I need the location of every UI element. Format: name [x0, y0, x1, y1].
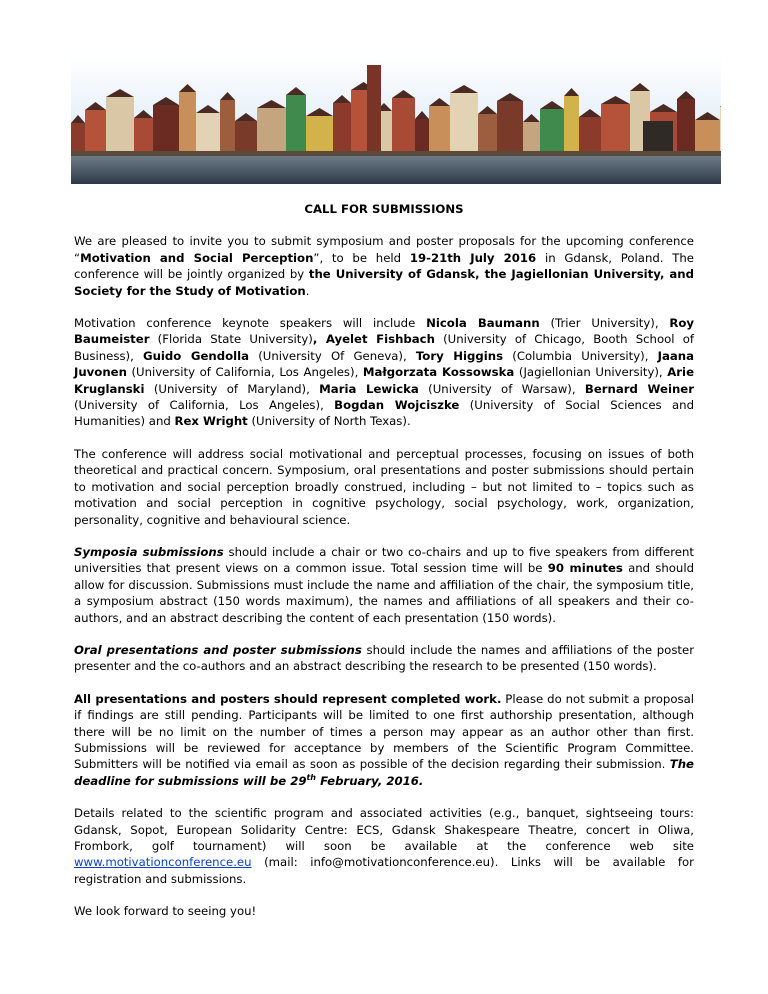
intro-text: .	[305, 283, 310, 298]
speaker-affiliation: (University of Chicago, Booth School of Business),	[74, 332, 694, 363]
details-text: Details related to the scientific program and associated activities (e.g., banquet, sightseeing tours: Gdansk, Sopot, European Solidarity Centre: ECS, Gdansk Shakespeare Theatre, concert in Oliwa, Frombork, golf tournament) will soon be available at the conference web site	[74, 806, 694, 853]
speaker-affiliation: (Florida State University)	[149, 332, 313, 347]
speakers-lead: Motivation conference keynote speakers will include	[74, 316, 427, 331]
speaker-name: Arie Kruglanski	[74, 365, 694, 396]
session-duration: 90 minutes	[547, 561, 623, 576]
conference-name: Motivation and Social Perception	[80, 250, 314, 265]
banner-image	[71, 55, 721, 184]
speaker-name: Nicola Baumann	[426, 316, 540, 331]
details-paragraph	[74, 805, 694, 887]
speaker-affiliation: (University of Warsaw),	[418, 381, 585, 396]
speaker-affiliation: (University of California, Los Angeles),	[74, 398, 335, 413]
symposia-text: and should allow for discussion. Submissions must include the name and affiliation of the chair, the symposium title, a symposium abstract (150 words maximum), the names and affiliations of all speakers and their co-authors, and an abstract describing the content of each presentation (150 words).	[74, 561, 694, 625]
speakers-paragraph	[74, 315, 694, 430]
speaker-name: Jaana Juvonen	[74, 348, 695, 380]
speaker-name: Małgorzata Kossowska	[362, 365, 515, 380]
speaker-name: Tory Higgins	[415, 348, 504, 363]
speaker-name: Guido Gendolla	[143, 348, 250, 363]
intro-text: in Gdansk, Poland. The conference will be jointly organized by	[74, 250, 694, 282]
speaker-affiliation: (Trier University),	[539, 316, 670, 331]
intro-text: ”, to be held	[313, 250, 410, 265]
speaker-affiliation: (University Of Geneva),	[249, 348, 416, 363]
organizers: the University of Gdansk, the Jagiellonian University, and Society for the Study of Motivation	[74, 267, 694, 298]
intro-text: We are pleased to invite you to submit symposium and poster proposals for the upcoming conference “	[74, 234, 694, 265]
conference-dates: 19-21th July 2016	[409, 250, 537, 265]
speaker-affiliation: (Jagiellonian University),	[514, 365, 668, 380]
deadline-superscript: th	[306, 772, 316, 782]
page-title: CALL FOR SUBMISSIONS	[304, 202, 464, 216]
speaker-name: Bernard Weiner	[584, 381, 694, 396]
completed-work-text: Please do not submit a proposal if findings are still pending. Participants will be limited to one first authorship presentation, although there will be no limit on the number of times a person may appear as an author other than first. Submissions will be reviewed for acceptance by members of the Scientific Program Committee. Submitters will be notified via email as soon as possible of the decision regarding their submission.	[74, 691, 694, 772]
deadline-text: The deadline for submissions will be 29	[74, 757, 694, 788]
completed-work-lead: All presentations and posters should represent completed work.	[74, 691, 502, 706]
speaker-affiliation: (University of North Texas).	[247, 414, 411, 429]
speaker-name: , Ayelet Fishbach	[312, 332, 435, 347]
intro-paragraph	[74, 233, 694, 299]
speaker-affiliation: (University of Maryland),	[144, 381, 320, 396]
conference-website-link[interactable]: www.motivationconference.eu	[74, 855, 252, 870]
speaker-name: Roy Baumeister	[74, 316, 695, 347]
deadline-text: February, 2016.	[316, 773, 424, 788]
speaker-affiliation: (University of Social Sciences and Humanities) and	[74, 398, 694, 429]
oral-label: Oral presentations and poster submissions	[74, 642, 362, 657]
speaker-name: Bogdan Wojciszke	[334, 398, 460, 413]
symposia-label: Symposia submissions	[74, 544, 224, 559]
symposia-text: should include a chair or two co-chairs and up to five speakers from different universities that present views on a common issue. Total session time will be	[74, 544, 694, 576]
speaker-affiliation: (Columbia University),	[503, 348, 658, 363]
document-body	[74, 201, 694, 936]
symposia-paragraph	[74, 544, 694, 626]
closing-line: We look forward to seeing you!	[74, 904, 257, 919]
scope-paragraph: The conference will address social motivational and perceptual processes, focusing on issues of both theoretical and practical concern. Symposium, oral presentations and poster submissions should pertain to motivation and social perception broadly construed, including – but not limited to – topics such as motivation and social perception in cognitive psychology, social psychology, work, organization, personality, cognitive and behavioural science.	[74, 446, 694, 527]
oral-paragraph	[74, 642, 694, 675]
completed-work-paragraph	[74, 691, 694, 789]
oral-text: should include the names and affiliations of the poster presenter and the co-authors and an abstract describing the research to be presented (150 words).	[74, 642, 694, 674]
speaker-name: Rex Wright	[174, 414, 248, 429]
speaker-name: Maria Lewicka	[319, 381, 419, 396]
speaker-affiliation: (University of California, Los Angeles),	[126, 365, 363, 380]
details-text: (mail: info@motivationconference.eu). Links will be available for registration and submissions.	[74, 855, 694, 886]
